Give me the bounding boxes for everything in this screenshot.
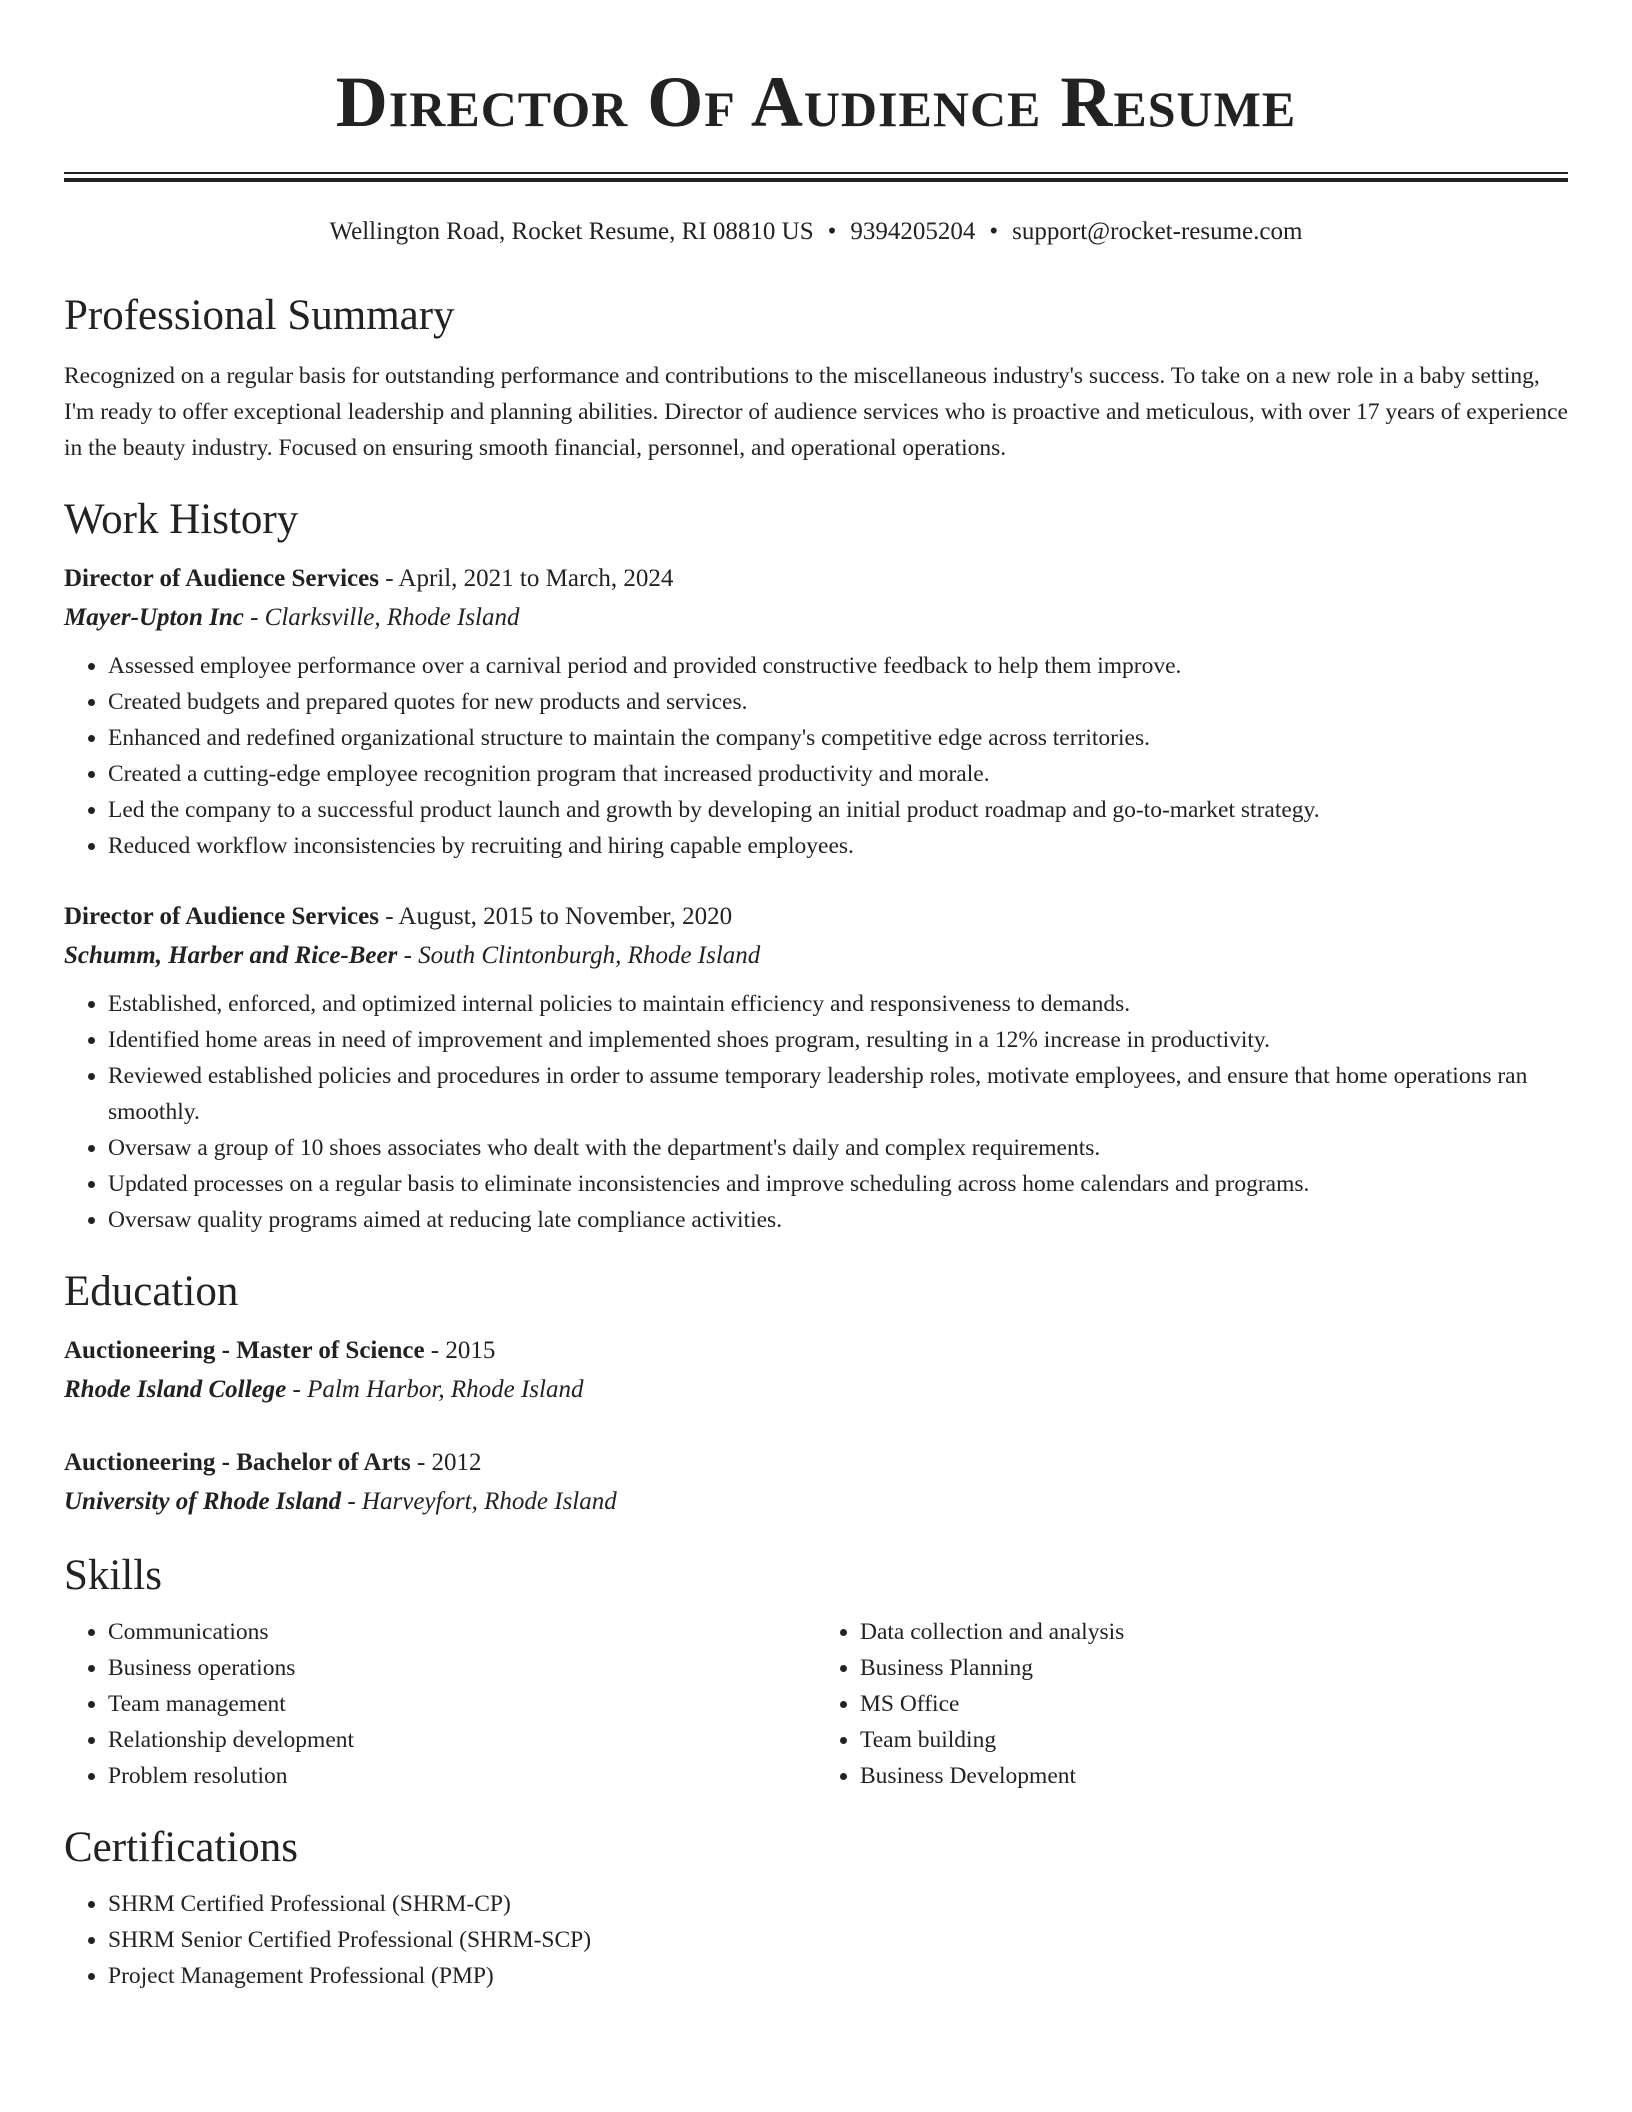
skill-item: • Business Development (860, 1758, 1568, 1794)
job-company-line (64, 936, 1568, 976)
job-heading (64, 898, 1568, 936)
contact-separator: • (989, 218, 999, 245)
skill-item: • Business Planning (860, 1650, 1568, 1686)
title-double-rule (64, 172, 1568, 182)
education-heading: Education (64, 1268, 239, 1315)
job-bullet: • Oversaw a group of 10 shoes associates who dealt with the department's daily and complex requirements. (108, 1130, 1568, 1166)
certifications-heading: Certifications (64, 1824, 299, 1871)
job-bullet: • Created budgets and prepared quotes for new products and services. (108, 684, 1568, 720)
certifications-list (64, 1886, 1568, 1994)
certification-item: • SHRM Certified Professional (SHRM-CP) (108, 1886, 1568, 1922)
education-year: - 2015 (424, 1337, 496, 1364)
contact-address: Wellington Road, Rocket Resume, RI 08810 US (329, 218, 814, 245)
job-bullet: • Identified home areas in need of improvement and implemented shoes program, resulting in a 12% increase in productivity. (108, 1022, 1568, 1058)
skill-item: • Team building (860, 1722, 1568, 1758)
skill-item: • Data collection and analysis (860, 1614, 1568, 1650)
contact-separator: • (827, 218, 837, 245)
skill-item: • Business operations (108, 1650, 816, 1686)
job-bullets (64, 986, 1568, 1238)
job-title: Director of Audience Services (64, 565, 379, 592)
job-bullet: • Assessed employee performance over a carnival period and provided constructive feedback to help them improve. (108, 648, 1568, 684)
certification-item: • SHRM Senior Certified Professional (SHRM-SCP) (108, 1922, 1568, 1958)
job-location: - South Clintonburgh, Rhode Island (397, 942, 761, 969)
contact-line (64, 216, 1568, 248)
skills-list-right (816, 1614, 1568, 1794)
education-location: - Palm Harbor, Rhode Island (286, 1376, 584, 1403)
education-entry (64, 1444, 1568, 1522)
job-heading (64, 560, 1568, 598)
skill-item: • Relationship development (108, 1722, 816, 1758)
education-entry (64, 1332, 1568, 1410)
skills-columns (64, 1614, 1568, 1794)
skill-item: • Problem resolution (108, 1758, 816, 1794)
summary-text: Recognized on a regular basis for outstanding performance and contributions to the miscellaneous industry's success. To take on a new role in a baby setting, I'm ready to offer exceptional leadership and planning abilities. Director of audience services who is proactive and meticulous, with over 17 years of experience in the beauty industry. Focused on ensuring smooth financial, personnel, and operational operations. (64, 363, 1568, 461)
job-bullet: • Established, enforced, and optimized internal policies to maintain efficiency and responsiveness to demands. (108, 986, 1568, 1022)
contact-phone: 9394205204 (850, 218, 976, 245)
education-school: University of Rhode Island (64, 1488, 342, 1515)
job-bullet: • Updated processes on a regular basis to eliminate inconsistencies and improve scheduling across home calendars and programs. (108, 1166, 1568, 1202)
job-bullet: • Oversaw quality programs aimed at reducing late compliance activities. (108, 1202, 1568, 1238)
job-bullet: • Created a cutting-edge employee recognition program that increased productivity and morale. (108, 756, 1568, 792)
education-degree: Auctioneering - Master of Science (64, 1337, 425, 1364)
job-company: Mayer-Upton Inc (64, 604, 244, 631)
job-company: Schumm, Harber and Rice-Beer (64, 942, 398, 969)
education-school-line (64, 1482, 1568, 1522)
certification-item: • Project Management Professional (PMP) (108, 1958, 1568, 1994)
job-bullet: • Enhanced and redefined organizational structure to maintain the company's competitive edge across territories. (108, 720, 1568, 756)
job-entry (64, 898, 1568, 1238)
job-entry (64, 560, 1568, 864)
education-degree-line (64, 1444, 1568, 1482)
skill-item: • Communications (108, 1614, 816, 1650)
education-school: Rhode Island College (64, 1376, 287, 1403)
skill-item: • Team management (108, 1686, 816, 1722)
contact-email: support@rocket-resume.com (1012, 218, 1303, 245)
job-bullet: • Led the company to a successful product launch and growth by developing an initial product roadmap and go-to-market strategy. (108, 792, 1568, 828)
job-dates: - August, 2015 to November, 2020 (378, 903, 733, 930)
summary-heading: Professional Summary (64, 292, 455, 339)
education-degree-line (64, 1332, 1568, 1370)
education-degree: Auctioneering - Bachelor of Arts (64, 1449, 411, 1476)
job-company-line (64, 598, 1568, 638)
skills-list-left (64, 1614, 816, 1794)
job-location: - Clarksville, Rhode Island (243, 604, 520, 631)
education-location: - Harveyfort, Rhode Island (341, 1488, 617, 1515)
skills-heading: Skills (64, 1552, 162, 1599)
job-title: Director of Audience Services (64, 903, 379, 930)
job-bullets (64, 648, 1568, 864)
education-school-line (64, 1370, 1568, 1410)
education-year: - 2012 (410, 1449, 482, 1476)
work-history-heading: Work History (64, 496, 299, 543)
resume-title: Director Of Audience Resume (335, 62, 1297, 142)
job-dates: - April, 2021 to March, 2024 (378, 565, 674, 592)
job-bullet: • Reduced workflow inconsistencies by recruiting and hiring capable employees. (108, 828, 1568, 864)
skill-item: • MS Office (860, 1686, 1568, 1722)
job-bullet: • Reviewed established policies and procedures in order to assume temporary leadership roles, motivate employees, and ensure that home operations ran smoothly. (108, 1058, 1568, 1130)
